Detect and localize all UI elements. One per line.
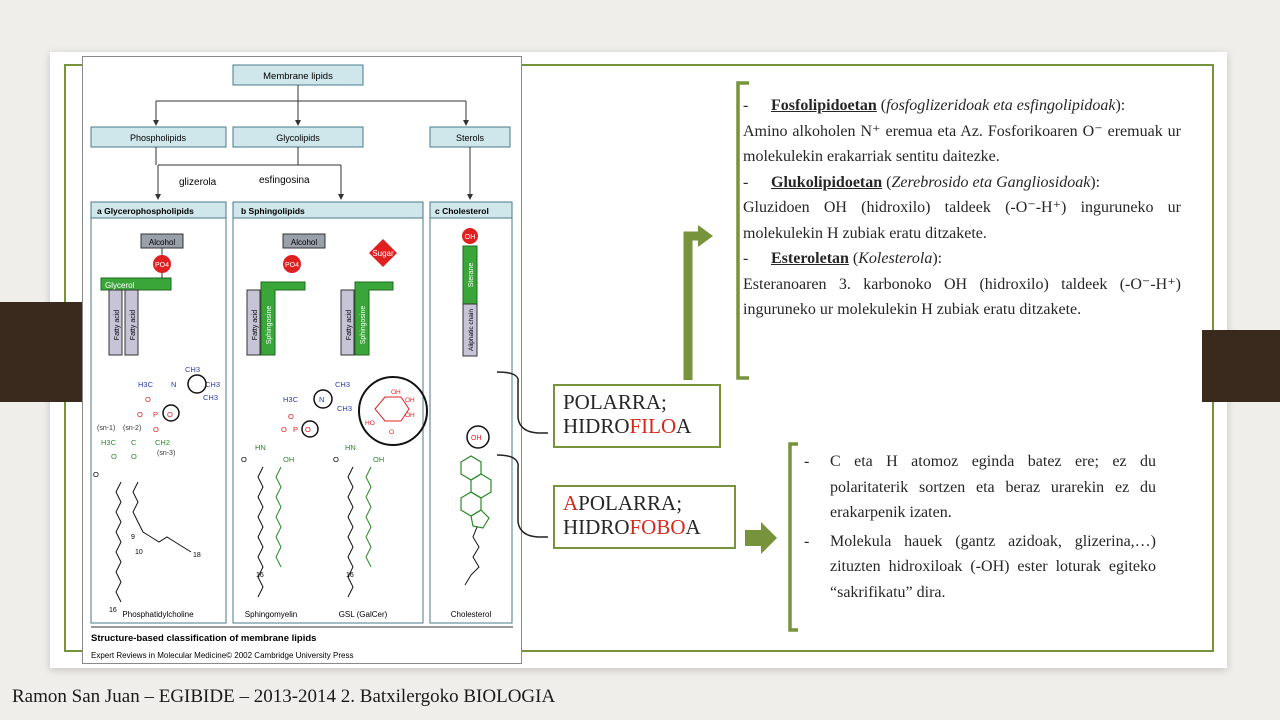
sn-label: (sn-3) [157, 450, 176, 457]
chem-label: CH3 [335, 380, 351, 389]
panel-a-title: a Glycerophospholipids [97, 206, 194, 216]
annotation-glizerola: glizerola [179, 177, 217, 188]
chem-label: HN [345, 443, 356, 452]
panel-c-title: c Cholesterol [435, 206, 489, 216]
chem-label: CH3 [185, 365, 201, 374]
fatty-acid-label: Fatty acid [114, 309, 121, 341]
apolar-label-line1 [563, 491, 726, 515]
chem-label: CH3 [205, 380, 221, 389]
carbonyl-label: O [333, 455, 339, 464]
polar-item-heading: Glukolipidoetan [771, 173, 883, 191]
sn-label: (sn-1) [97, 425, 116, 432]
chem-label: N [171, 380, 177, 389]
chem-label: H3C [101, 438, 117, 447]
chem-label: H3C [138, 380, 154, 389]
figure-caption: Structure-based classification of membrane lipids [91, 633, 317, 644]
chem-label: O [137, 410, 143, 419]
class-label: Phospholipids [129, 133, 187, 143]
galactose-ring [375, 397, 409, 421]
carbon-number: 16 [256, 572, 264, 579]
fatty-acid-chain [116, 482, 121, 602]
right-tab-decoration [1202, 330, 1280, 402]
galactose-labels [365, 389, 415, 436]
chem-label: CH3 [203, 393, 219, 402]
polar-item: - Glukolipidoetan (Zerebrosido eta Gangliosidoak): [743, 173, 1101, 191]
polar-item-heading: Fosfolipidoetan [771, 97, 877, 114]
chem-label: O [167, 410, 173, 419]
chem-label: O [281, 425, 287, 434]
sphingosine-chain [366, 467, 371, 567]
apolar-label-text: A [685, 515, 701, 539]
polar-item-body: Gluzidoen OH (hidroxilo) taldeek (-O⁻-H⁺) inguruneko ur molekulekin H zubiak eratu ditzakete. [743, 199, 1181, 242]
polar-item-examples: Zerebrosido eta Gangliosidoak [891, 173, 1091, 191]
positive-charge-circle [188, 375, 206, 393]
polar-label-line1: POLARRA; [563, 390, 667, 414]
apolar-list [804, 449, 1156, 605]
panel-b-title: b Sphingolipids [241, 206, 305, 216]
apolar-label-line2 [563, 515, 726, 539]
sphingosine-chem [255, 443, 384, 464]
class-label: Sterols [455, 133, 485, 143]
unsaturated-chain [133, 482, 191, 552]
phosphate-group-b [281, 412, 311, 434]
chem-label: H3C [283, 395, 299, 404]
sugar-label: Sugar [372, 249, 394, 258]
chem-label: OH [373, 455, 385, 464]
alcohol-label: Alcohol [148, 238, 176, 247]
polar-label-line2 [563, 414, 711, 438]
footer-credit: Ramon San Juan – EGIBIDE – 2013-2014 2. Batxilergoko BIOLOGIA [12, 686, 556, 707]
class-label: Glycolipids [276, 133, 320, 143]
apolar-item-text: Molekula hauek (gantz azidoak, glizerina,…) zituzten hidroxiloak (-OH) ester loturak egiteko “sakrifikatu” dira. [830, 532, 1156, 601]
sn-label: (sn-2) [123, 425, 142, 432]
choline-group-b [283, 380, 352, 413]
chem-label: OH [471, 435, 482, 442]
chem-label: OH [405, 397, 415, 404]
chem-label: HN [255, 443, 266, 452]
chem-label: OH [391, 389, 401, 396]
chem-label: CH3 [337, 404, 353, 413]
polar-item: - Fosfolipidoetan (fosfoglizeridoak eta esfingolipidoak): [743, 97, 1126, 114]
phosphate-group [137, 395, 173, 434]
sterol-rings [461, 456, 491, 528]
chem-label: O [131, 452, 137, 461]
apolar-label-highlight: FOBO [629, 515, 686, 539]
membrane-lipids-label: Membrane lipids [263, 71, 333, 82]
carbon-number: 9 [131, 534, 135, 541]
apolar-item: - C eta H atomoz eginda batez ere; ez du polaritaterik sortzen eta beraz urarekin ez du erakarpenik izaten. [804, 453, 1156, 521]
carbon-number: 18 [193, 552, 201, 559]
polar-item-heading: Esteroletan [771, 250, 849, 267]
chem-label: N [319, 395, 325, 404]
polar-item-body: Amino alkoholen N⁺ eremua eta Az. Fosforikoaren O⁻ eremuak ur molekulekin erakarriak sentitu daitezke. [743, 122, 1181, 165]
chem-label: OH [405, 412, 415, 419]
carbon-number: 16 [346, 572, 354, 579]
polar-explanation [743, 93, 1181, 323]
apolar-label-text: POLARRA; [578, 491, 683, 515]
polar-label-box [553, 384, 721, 448]
chem-label: P [153, 410, 159, 419]
apolar-explanation [804, 449, 1156, 608]
fatty-acid-label: Fatty acid [130, 309, 137, 341]
molecule-name: GSL (GalCer) [338, 610, 388, 619]
carbon-number: 16 [109, 607, 117, 614]
fatty-acid-label: Fatty acid [252, 309, 259, 341]
chem-label: O [389, 429, 395, 436]
sterane-label: Sterane [468, 262, 475, 288]
oh-label: OH [464, 234, 476, 241]
polar-label-text: A [676, 414, 692, 438]
sterol-tail [465, 527, 479, 585]
carbonyl-label: O [241, 455, 247, 464]
po4-label: PO4 [154, 262, 170, 269]
chem-label: O [153, 425, 159, 434]
apolar-label-box [553, 485, 736, 549]
polar-item-body: Esteranoaren 3. karbonoko OH (hidroxilo) taldeek (-O⁻-H⁺) inguruneko ur molekulekin H zubiak eratu ditzakete. [743, 275, 1181, 318]
polar-label-highlight: FILO [629, 414, 677, 438]
chem-label: O [145, 395, 151, 404]
chem-label: HO [365, 420, 375, 427]
ester-label: O [93, 470, 99, 479]
apolar-item: - Molekula hauek (gantz azidoak, glizerina,…) zituzten hidroxiloak (-OH) ester loturak egiteko “sakrifikatu” dira. [804, 532, 1156, 601]
apolar-label-highlight: A [563, 491, 579, 515]
po4-label: PO4 [284, 262, 300, 269]
polar-item-examples: fosfoglizeridoak eta esfingolipidoak [886, 97, 1116, 114]
polar-item-examples: Kolesterola [858, 250, 933, 267]
chem-label: O [111, 452, 117, 461]
sphingosine-label: Sphingosine [266, 305, 273, 345]
chem-label: OH [283, 455, 295, 464]
aliphatic-label: Aliphatic chain [468, 309, 475, 351]
polar-label-text: HIDRO [563, 414, 630, 438]
molecule-name: Cholesterol [450, 610, 492, 619]
figure-svg [83, 57, 521, 663]
chem-label: O [288, 412, 294, 421]
apolar-label-text: HIDRO [563, 515, 630, 539]
annotation-esfingosina: esfingosina [259, 175, 310, 186]
chem-label: O [305, 425, 311, 434]
glycerol-label: Glycerol [105, 281, 135, 290]
molecule-name: Phosphatidylcholine [122, 610, 194, 619]
chem-label: P [293, 425, 299, 434]
sphingosine-chain [276, 467, 281, 567]
left-tab-decoration [0, 302, 82, 402]
apolar-item-text: C eta H atomoz eginda batez ere; ez du polaritaterik sortzen eta beraz urarekin ez du erakarpenik izaten. [830, 453, 1156, 521]
polar-item: - Esteroletan (Kolesterola): [743, 250, 943, 267]
fatty-acid-label: Fatty acid [346, 309, 353, 341]
chem-label: C [131, 438, 137, 447]
carbon-number: 10 [135, 549, 143, 556]
sphingosine-label: Sphingosine [360, 305, 367, 345]
molecule-name: Sphingomyelin [244, 610, 298, 619]
membrane-lipid-figure [82, 56, 522, 664]
figure-credit: Expert Reviews in Molecular Medicine© 2002 Cambridge University Press [91, 651, 354, 660]
alcohol-label: Alcohol [290, 238, 318, 247]
chem-label: CH2 [155, 438, 171, 447]
